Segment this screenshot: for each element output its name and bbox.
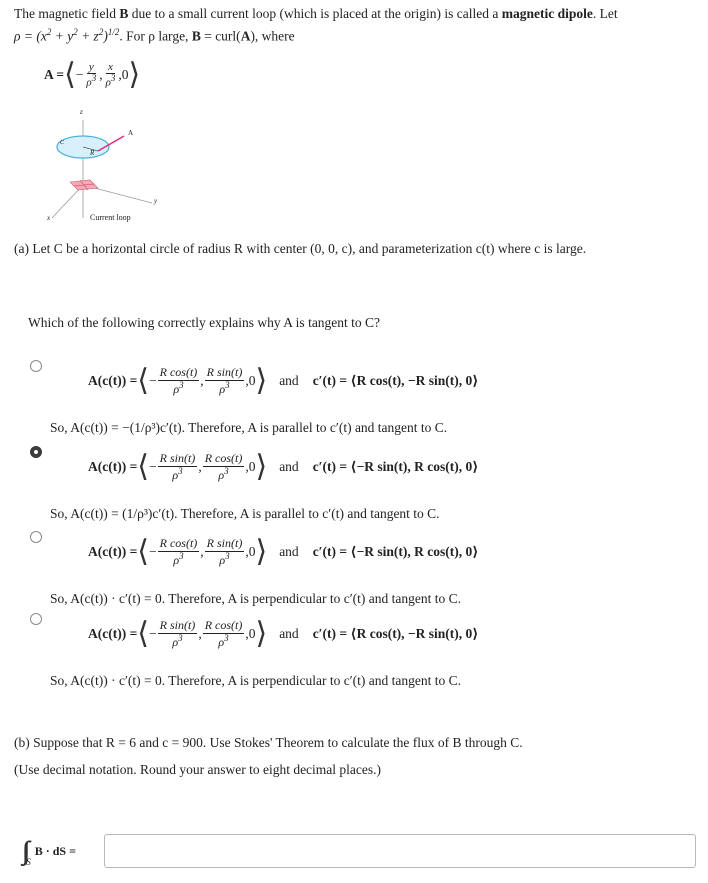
comma-1: ,: [99, 67, 103, 82]
frac-num: R cos(t): [159, 536, 198, 551]
option-frac1: [158, 537, 200, 566]
comma: ,: [198, 626, 202, 641]
part-b-note: (Use decimal notation. Round your answer to eight decimal places.): [14, 762, 382, 777]
flux-answer-input[interactable]: [105, 835, 695, 867]
frac1-den: ρ: [86, 76, 92, 89]
frac-num: R cos(t): [204, 451, 243, 466]
label-y: y: [154, 197, 158, 205]
formula-A-lhs: A =: [44, 67, 65, 82]
intro-text-c: . Let: [592, 6, 618, 21]
frac-den: ρ: [218, 467, 225, 482]
frac2-num: x: [108, 61, 113, 74]
frac-den: ρ: [172, 634, 179, 649]
comma: ,: [245, 459, 249, 474]
label-A: A: [128, 129, 134, 137]
langle-icon: ⟨: [137, 450, 150, 483]
frac-den: ρ: [173, 381, 180, 396]
minus-sign: −: [149, 544, 157, 559]
intro-line-1: [14, 6, 618, 22]
minus-sign: −: [149, 626, 157, 641]
intro-B: B: [119, 6, 129, 21]
frac-exp: 3: [178, 632, 183, 643]
frac-exp: 3: [178, 465, 183, 476]
frac-num: R cos(t): [159, 365, 198, 380]
langle-icon: ⟨: [137, 617, 150, 650]
frac2-den: ρ: [105, 76, 111, 89]
label-C: C: [60, 140, 65, 146]
option-2-conclusion: So, A(c(t)) = (1/ρ³)c′(t). Therefore, A is parallel to c′(t) and tangent to C.: [50, 506, 440, 521]
frac-exp: 3: [225, 550, 230, 561]
frac-exp: 3: [179, 379, 184, 390]
minus-sign: −: [75, 67, 84, 82]
frac-num: R sin(t): [206, 365, 243, 380]
option-lhs: A(c(t)) =: [88, 459, 138, 474]
option-3-radio[interactable]: [30, 531, 42, 543]
part-a-question: Which of the following correctly explains why A is tangent to C?: [28, 315, 381, 330]
rangle-icon: ⟩: [255, 450, 268, 483]
intro-B2: B: [191, 28, 201, 44]
flux-integral: [22, 835, 76, 867]
option-4-equation: [88, 619, 478, 649]
option-2-equation: [88, 452, 478, 482]
current-loop-figure: [40, 100, 160, 230]
frac-exp: 3: [179, 550, 184, 561]
rho-def-b: + z: [77, 28, 99, 44]
figure-caption: Current loop: [90, 213, 131, 222]
option-and: and: [279, 626, 299, 641]
frac-num: R sin(t): [159, 618, 196, 633]
rho-def-d: . For ρ large,: [119, 28, 192, 44]
option-and: and: [279, 459, 299, 474]
frac-den: ρ: [172, 467, 179, 482]
option-frac2: [205, 537, 245, 566]
minus-sign: −: [149, 373, 157, 388]
intro-bold-term: magnetic dipole: [501, 6, 593, 21]
exp-2: 2: [73, 27, 78, 37]
comma: ,: [200, 544, 204, 559]
comma: ,: [245, 544, 249, 559]
option-frac2: [205, 366, 245, 395]
exp-3: 2: [98, 27, 104, 37]
option-1-conclusion: So, A(c(t)) = −(1/ρ³)c′(t). Therefore, A is parallel to c′(t) and tangent to C.: [50, 420, 448, 435]
option-frac1: [158, 452, 198, 481]
rangle-icon: ⟩: [128, 58, 141, 91]
formula-A-tail: 0: [121, 67, 129, 82]
frac-num: R sin(t): [206, 536, 243, 551]
minus-sign: −: [149, 459, 157, 474]
frac1-num: y: [88, 61, 94, 74]
option-lhs: A(c(t)) =: [88, 544, 138, 559]
rho-def: ρ = (x: [14, 28, 47, 44]
rho-def-e: = curl(: [200, 28, 241, 44]
comma-2: ,: [118, 67, 122, 82]
option-frac2: [203, 452, 245, 481]
option-1-radio[interactable]: [30, 360, 42, 372]
option-frac1: [158, 366, 200, 395]
frac-exp: 3: [224, 632, 229, 643]
option-and: and: [279, 544, 299, 559]
frac-den: ρ: [173, 552, 180, 567]
option-rhs: c′(t) = ⟨R cos(t), −R sin(t), 0⟩: [312, 373, 479, 388]
intro-line-2: [14, 27, 295, 45]
comma: ,: [245, 373, 249, 388]
frac1-exp: 3: [91, 73, 97, 84]
option-lhs: A(c(t)) =: [88, 373, 138, 388]
option-lhs: A(c(t)) =: [88, 626, 138, 641]
exp-half: 1/2: [107, 27, 120, 37]
option-rhs: c′(t) = ⟨−R sin(t), R cos(t), 0⟩: [312, 459, 479, 474]
option-tail: 0: [248, 373, 256, 388]
frac-exp: 3: [224, 465, 229, 476]
label-R: R: [90, 149, 95, 157]
frac-den: ρ: [219, 381, 226, 396]
figure-svg: [40, 100, 160, 230]
option-tail: 0: [248, 459, 256, 474]
option-3-conclusion: So, A(c(t)) · c′(t) = 0. Therefore, A is perpendicular to c′(t) and tangent to C.: [50, 591, 462, 606]
option-2-radio[interactable]: [30, 446, 42, 458]
frac-num: R sin(t): [159, 451, 196, 466]
option-4-radio[interactable]: [30, 613, 42, 625]
frac-num: R cos(t): [204, 618, 243, 633]
langle-icon: ⟨: [137, 364, 150, 397]
exp-1: 2: [46, 27, 52, 37]
rho-def-c: ): [103, 28, 108, 44]
part-a-text: (a) Let C be a horizontal circle of radius R with center (0, 0, c), and parameterization c(t) where c is large.: [14, 241, 587, 256]
option-and: and: [279, 373, 299, 388]
comma: ,: [200, 373, 204, 388]
rangle-icon: ⟩: [255, 364, 268, 397]
flux-answer-box[interactable]: [104, 834, 696, 868]
part-b-text: (b) Suppose that R = 6 and c = 900. Use Stokes' Theorem to calculate the flux of B through C.: [14, 735, 523, 750]
option-4-conclusion: So, A(c(t)) · c′(t) = 0. Therefore, A is perpendicular to c′(t) and tangent to C.: [50, 673, 462, 688]
comma: ,: [245, 626, 249, 641]
comma: ,: [198, 459, 202, 474]
formula-A: [44, 60, 140, 90]
option-tail: 0: [248, 544, 256, 559]
frac2-exp: 3: [110, 73, 116, 84]
label-z: z: [80, 108, 83, 116]
rho-def-f: ), where: [250, 28, 295, 44]
rangle-icon: ⟩: [255, 617, 268, 650]
langle-icon: ⟨: [137, 535, 150, 568]
frac-den: ρ: [219, 552, 226, 567]
option-3-equation: [88, 537, 478, 567]
intro-text-b: due to a small current loop (which is placed at the origin) is called a: [128, 6, 502, 21]
rho-def-a: + y: [51, 28, 74, 44]
integral-subscript: S: [26, 857, 31, 867]
option-tail: 0: [248, 626, 256, 641]
formula-A-frac1: [84, 61, 98, 89]
double-integral-icon: ∫∫: [22, 836, 25, 865]
option-frac2: [203, 619, 245, 648]
intro-A: A: [240, 28, 251, 44]
integral-label: B · dS =: [34, 843, 76, 858]
frac-den: ρ: [218, 634, 225, 649]
frac-exp: 3: [225, 379, 230, 390]
intro-text-a: The magnetic field: [14, 6, 120, 21]
option-frac1: [158, 619, 198, 648]
rangle-icon: ⟩: [255, 535, 268, 568]
option-rhs: c′(t) = ⟨−R sin(t), R cos(t), 0⟩: [312, 544, 479, 559]
formula-A-frac2: [104, 61, 118, 89]
langle-icon: ⟨: [64, 58, 76, 91]
option-rhs: c′(t) = ⟨R cos(t), −R sin(t), 0⟩: [312, 626, 479, 641]
label-x: x: [47, 214, 51, 222]
option-1-equation: [88, 366, 478, 396]
